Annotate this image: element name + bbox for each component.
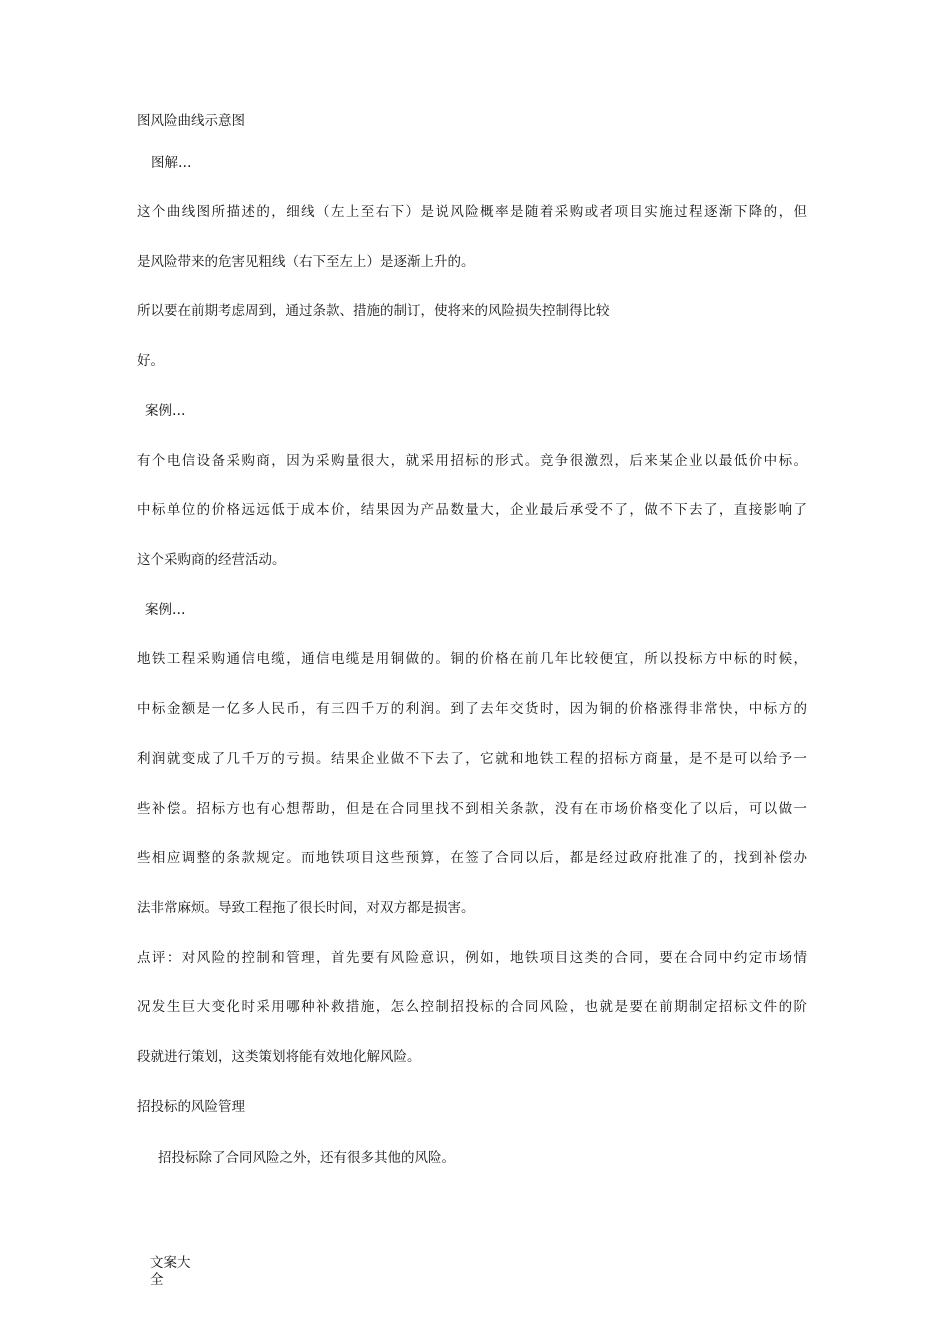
paragraph-line: 地铁工程采购通信电缆，通信电缆是用铜做的。铜的价格在前几年比较便宜，所以投标方中标的时候，: [137, 651, 807, 667]
case-heading: 案例…: [145, 403, 186, 419]
case-heading: 案例…: [145, 602, 186, 618]
page-title: 图风险曲线示意图: [137, 113, 245, 129]
paragraph-line: 利润就变成了几千万的亏损。结果企业做不下去了，它就和地铁工程的招标方商量，是不是可以给予一: [137, 751, 807, 767]
paragraph-line: 中标单位的价格远远低于成本价，结果因为产品数量大，企业最后承受不了，做不下去了，直接影响了: [137, 502, 807, 518]
paragraph-line: 些补偿。招标方也有心想帮助，但是在合同里找不到相关条款，没有在市场价格变化了以后，可以做一: [137, 801, 807, 817]
section-heading: 招投标的风险管理: [137, 1099, 245, 1115]
paragraph-line: 所以要在前期考虑周到，通过条款、措施的制订，使将来的风险损失控制得比较: [137, 303, 610, 319]
paragraph-line: 法非常麻烦。导致工程拖了很长时间，对双方都是损害。: [137, 900, 475, 916]
diagram-caption: 图解…: [151, 155, 192, 171]
comment-line: 段就进行策划，这类策划将能有效地化解风险。: [137, 1049, 421, 1065]
section-text: 招投标除了合同风险之外，还有很多其他的风险。: [158, 1150, 455, 1166]
footer-text: 文案大全: [150, 1255, 191, 1288]
comment-line: 况发生巨大变化时采用哪种补救措施，怎么控制招投标的合同风险，也就是要在前期制定招标文件的阶: [137, 999, 807, 1015]
paragraph-line: 中标金额是一亿多人民币，有三四千万的利润。到了去年交货时，因为铜的价格涨得非常快，中标方的: [137, 701, 807, 717]
paragraph-line: 有个电信设备采购商，因为采购量很大，就采用招标的形式。竞争很激烈，后来某企业以最低价中标。: [137, 453, 807, 469]
paragraph-line: 这个采购商的经营活动。: [137, 552, 286, 568]
paragraph-line: 这个曲线图所描述的，细线（左上至右下）是说风险概率是随着采购或者项目实施过程逐渐下降的，但: [137, 204, 807, 220]
paragraph-line: 是风险带来的危害见粗线（右下至左上）是逐渐上升的。: [137, 254, 475, 270]
paragraph-line: 些相应调整的条款规定。而地铁项目这些预算，在签了合同以后，都是经过政府批准了的，找到补偿办: [137, 850, 807, 866]
comment-line: 点评：对风险的控制和管理，首先要有风险意识，例如，地铁项目这类的合同，要在合同中约定市场情: [137, 950, 807, 966]
paragraph-line: 好。: [137, 353, 164, 369]
